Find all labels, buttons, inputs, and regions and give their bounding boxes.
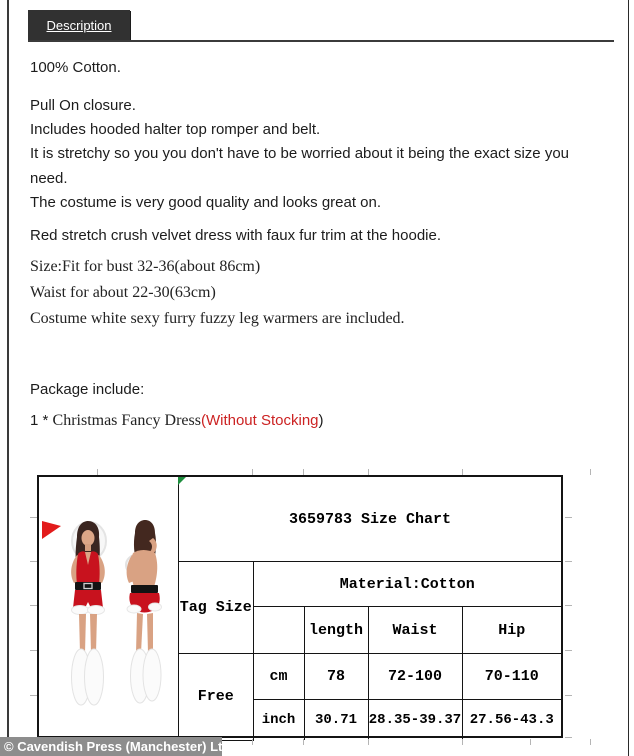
package-item-line [30,411,324,431]
model-front-view [71,521,106,705]
size-info-line: Waist for about 22-30(63cm) [30,284,216,301]
page-left-border [7,0,9,756]
tab-description-label: Description [46,17,112,33]
inch-hip-cell: 27.56-43.3 [462,700,561,741]
header-length-cell: length [304,607,368,654]
header-hip-cell: Hip [462,607,561,654]
unit-cm-cell: cm [253,654,304,700]
description-line: Pull On closure. [30,97,136,114]
press-credit-bar [0,737,231,756]
red-pennant-shape [42,521,61,539]
cm-hip-cell: 70-110 [462,654,561,700]
size-info-line: Size:Fit for bust 32-36(about 86cm) [30,258,261,275]
package-item-suffix: ) [318,412,324,429]
costume-models-illustration [39,477,178,732]
header-waist-cell: Waist [368,607,462,654]
tab-underline-rule [28,40,614,42]
package-item-highlight: (Without Stocking [200,412,319,429]
page-right-border [628,0,629,756]
product-photo [39,477,179,736]
description-line: 100% Cotton. [30,59,121,76]
cm-waist-cell: 72-100 [368,654,462,700]
description-line: The costume is very good quality and looks great on. [30,194,382,211]
spreadsheet-corner-marker [178,477,186,485]
description-line: Includes hooded halter top romper and belt. [30,121,321,138]
tab-description[interactable] [28,10,130,40]
size-chart-title-cell: 3659783 Size Chart [179,477,561,562]
press-credit-text: © Cavendish Press (Manchester) Ltd [4,739,231,754]
size-chart-panel [37,475,563,738]
material-cell: Material:Cotton [253,562,561,607]
empty-cell [253,607,304,654]
size-info-line: Costume white sexy furry fuzzy leg warmers are included. [30,310,405,327]
size-chart-table [179,477,561,741]
package-item-qty: 1 * [30,412,53,429]
tag-size-cell: Tag Size [179,562,253,654]
package-item-name: Christmas Fancy Dress [52,412,201,429]
description-line: It is stretchy so you you don't have to be worried about it being the exact size you [30,145,570,162]
model-back-view [126,520,162,703]
free-size-cell: Free [179,654,253,741]
inch-waist-cell: 28.35-39.37 [368,700,462,741]
unit-inch-cell: inch [253,700,304,741]
package-heading: Package include: [30,381,145,398]
description-line: need. [30,170,68,187]
cm-length-cell: 78 [304,654,368,700]
description-line: Red stretch crush velvet dress with faux fur trim at the hoodie. [30,227,442,244]
inch-length-cell: 30.71 [304,700,368,741]
